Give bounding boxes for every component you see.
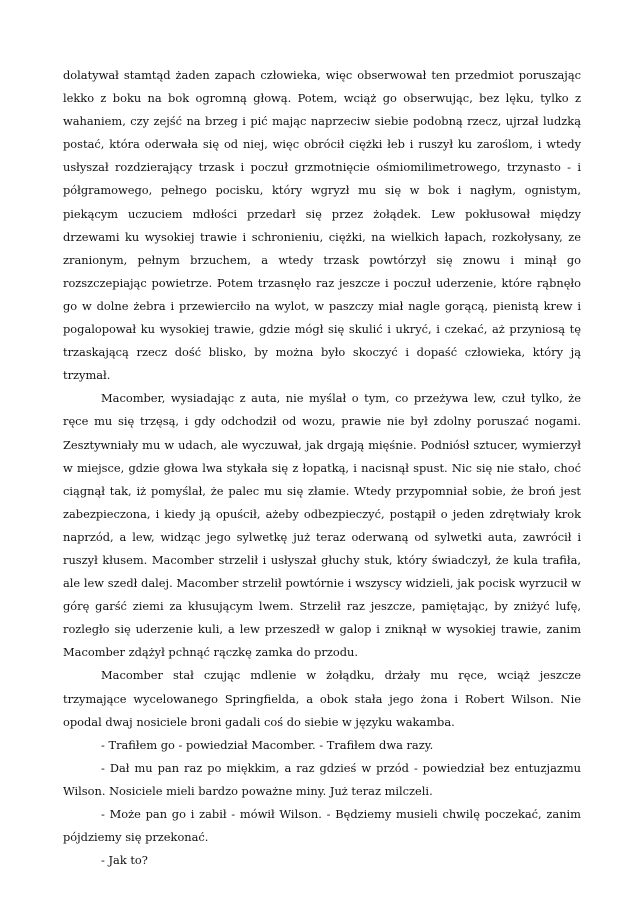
paragraph-1: dolatywał stamtąd żaden zapach człowieka, więc obserwował ten przedmiot poruszając lekko z boku na bok ogromną głową. Potem, wciąż go obserwując, bez lęku, tylko z wahaniem, czy zejść na brzeg i pić mając naprzeciw siebie podobną rzecz, ujrzał ludzką postać, która oderwała się od niej, więc obrócił ciężki łeb i ruszył ku zaroślom, i wtedy usłyszał rozdzierający trzask i poczuł grzmotnięcie ośmiomilimetrowego, trzynasto - i półgramowego, pełnego pocisku, który wgryzł mu się w bok i nagłym, ognistym, piekącym uczuciem mdłości przedarł się przez żołądek. Lew pokłusował między drzewami ku wysokiej trawie i schronieniu, ciężki, na wielkich łapach, rozkołysany, ze zranionym, pełnym brzuchem, a wtedy trzask powtórzył się znowu i minął go rozszczepiając powietrze. Potem trzasnęło raz jeszcze i poczuł uderzenie, które rąbnęło go w dolne żebra i przewierciło na wylot, w paszczy miał nagle gorącą, pienistą krew i pogalopował ku wysokiej trawie, gdzie mógł się skulić i ukryć, i czekać, aż przyniosą tę trzaskającą rzecz dość blisko, by można było skoczyć i dopaść człowieka, który ją trzymał.: [63, 68, 581, 383]
document-page: [63, 64, 581, 872]
paragraph-2: Macomber, wysiadając z auta, nie myślał o tym, co przeżywa lew, czuł tylko, że ręce mu się trzęsą, i gdy odchodził od wozu, prawie nie był zdolny poruszać nogami. Zesztywniały mu w udach, ale wyczuwał, jak drgają mięśnie. Podniósł sztucer, wymierzył w miejsce, gdzie głowa lwa stykała się z łopatką, i nacisnął spust. Nic się nie stało, choć ciągnął tak, iż pomyślał, że palec mu się złamie. Wtedy przypomniał sobie, że broń jest zabezpieczona, i kiedy ją opuścił, ażeby odbezpieczyć, postąpił o jeden zdrętwiały krok naprzód, a lew, widząc jego sylwetkę już teraz oderwaną od sylwetki auta, zawrócił i ruszył kłusem. Macomber strzelił i usłyszał głuchy stuk, który świadczył, że kula trafiła, ale lew szedł dalej. Macomber strzelił powtórnie i wszyscy widzieli, jak pocisk wyrzucił w górę garść ziemi za kłusującym lwem. Strzelił raz jeszcze, pamiętając, by zniżyć lufę, rozległo się uderzenie kuli, a lew przeszedł w galop i zniknął w wysokiej trawie, zanim Macomber zdążył pchnąć rączkę zamka do przodu.: [63, 391, 581, 660]
dialogue-line-3: - Może pan go i zabił - mówił Wilson. - Będziemy musieli chwilę poczekać, zanim pójdziemy się przekonać.: [63, 807, 581, 845]
paragraph-3: Macomber stał czując mdlenie w żołądku, drżały mu ręce, wciąż jeszcze trzymające wycelowanego Springfielda, a obok stała jego żona i Robert Wilson. Nie opodal dwaj nosiciele broni gadali coś do siebie w języku wakamba.: [63, 668, 581, 729]
dialogue-line-4: - Jak to?: [101, 853, 148, 868]
dialogue-line-2: - Dał mu pan raz po miękkim, a raz gdzieś w przód - powiedział bez entuzjazmu Wilson. Nosiciele mieli bardzo poważne miny. Już teraz milczeli.: [63, 760, 581, 798]
dialogue-line-1: - Trafiłem go - powiedział Macomber. - Trafiłem dwa razy.: [101, 737, 434, 752]
